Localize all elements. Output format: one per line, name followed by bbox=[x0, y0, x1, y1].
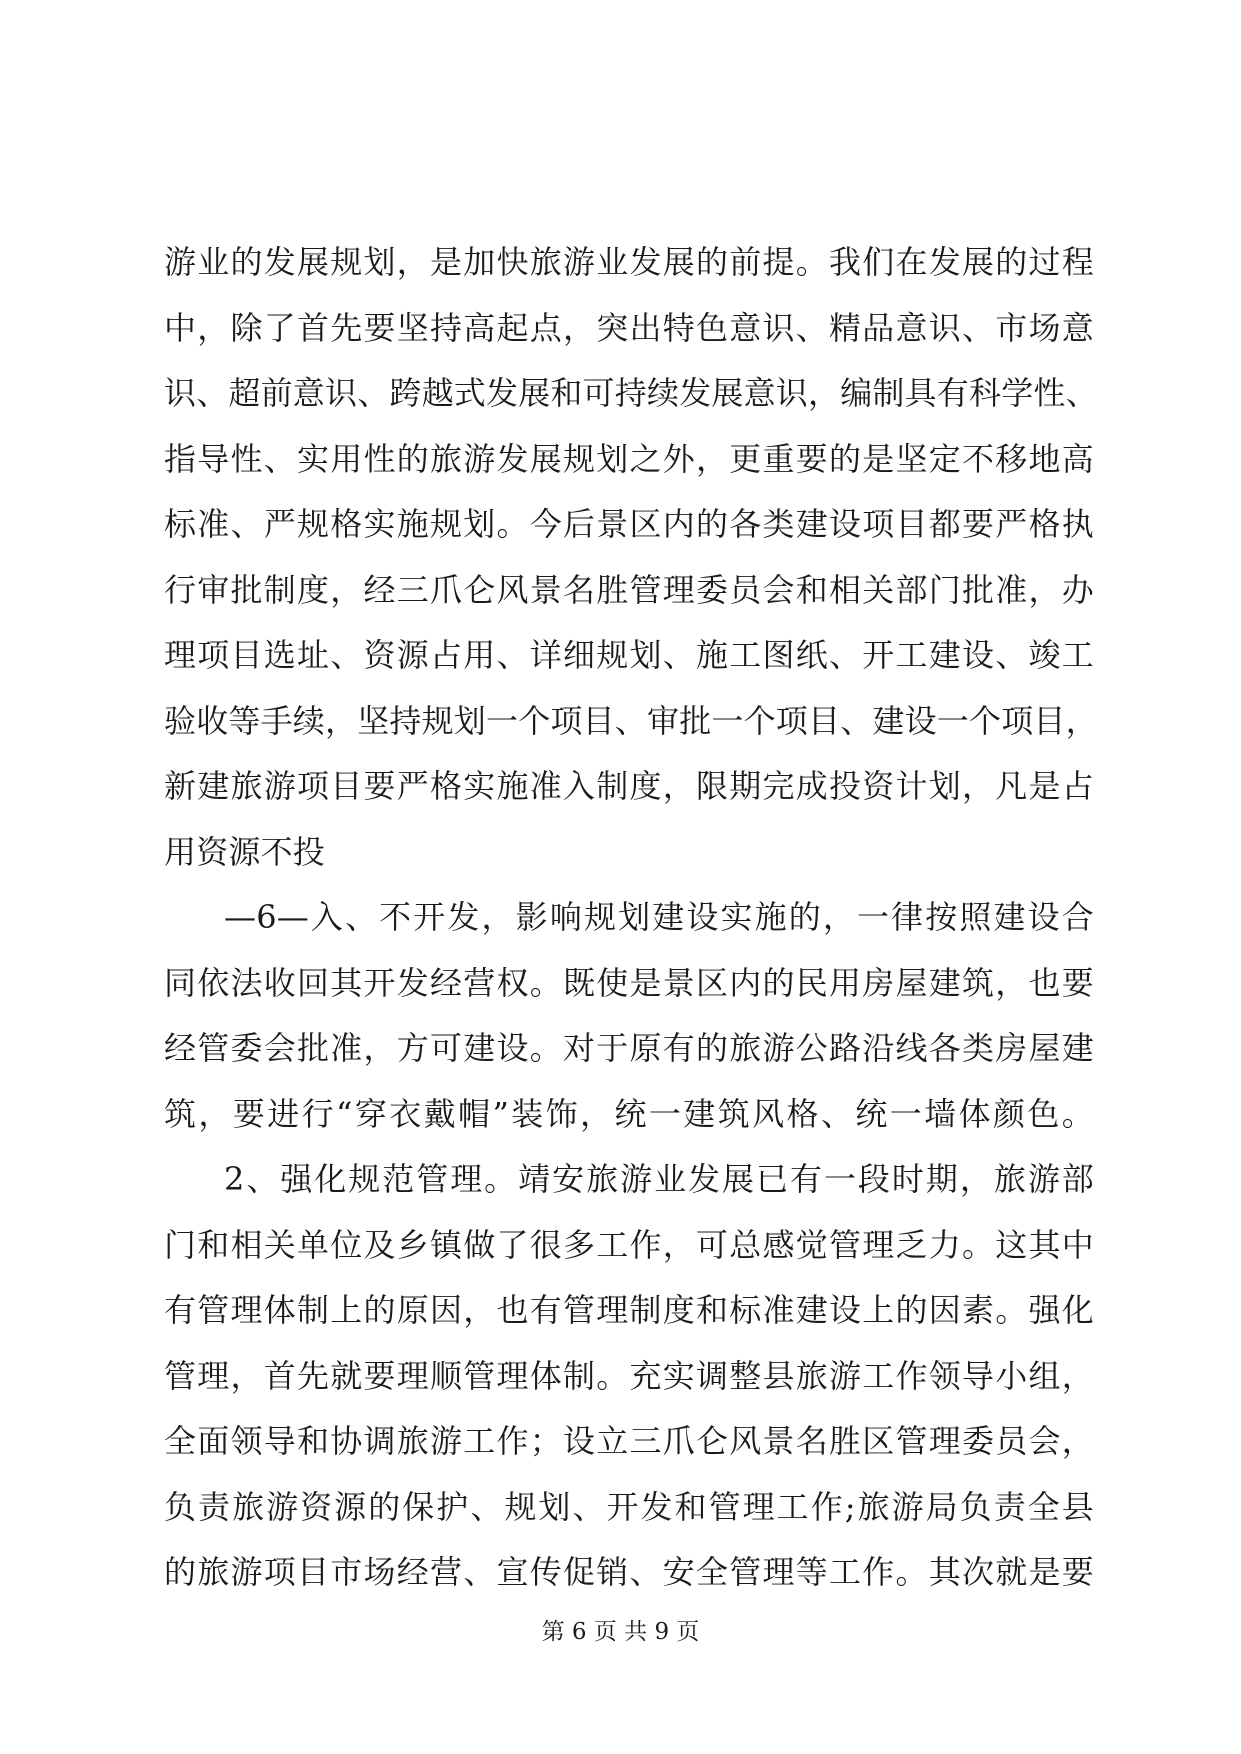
text-line: 用资源不投 bbox=[164, 832, 326, 871]
text-line: 门和相关单位及乡镇做了很多工作，可总感觉管理乏力。这其中 bbox=[164, 1225, 1094, 1264]
text-line: 经管委会批准，方可建设。对于原有的旅游公路沿线各类房屋建 bbox=[164, 1029, 1094, 1067]
text-line: 筑，要进行“穿衣戴帽”装饰，统一建筑风格、统一墙体颜色。 bbox=[164, 1094, 1094, 1133]
text-line: 标准、严规格实施规划。今后景区内的各类建设项目都要严格执 bbox=[164, 505, 1094, 543]
text-line: 2、强化规范管理。靖安旅游业发展已有一段时期，旅游部 bbox=[224, 1160, 1094, 1198]
text-line: 验收等手续，坚持规划一个项目、审批一个项目、建设一个项目， bbox=[164, 701, 1098, 740]
text-line: 有管理体制上的原因，也有管理制度和标准建设上的因素。强化 bbox=[164, 1291, 1094, 1329]
text-line: 的旅游项目市场经营、宣传促销、安全管理等工作。其次就是要 bbox=[164, 1553, 1094, 1591]
text-line: 游业的发展规划，是加快旅游业发展的前提。我们在发展的过程 bbox=[164, 243, 1094, 281]
text-line: 识、超前意识、跨越式发展和可持续发展意识，编制具有科学性、 bbox=[164, 374, 1098, 412]
paragraph-2 bbox=[164, 885, 1094, 1147]
text-line: 新建旅游项目要严格实施准入制度，限期完成投资计划，凡是占 bbox=[164, 767, 1094, 805]
paragraph-3 bbox=[164, 1147, 1094, 1606]
text-line: —6—入、不开发，影响规划建设实施的，一律按照建设合 bbox=[224, 898, 1094, 936]
text-line: 指导性、实用性的旅游发展规划之外，更重要的是坚定不移地高 bbox=[164, 439, 1094, 478]
body-text bbox=[164, 230, 1098, 1606]
text-line: 同依法收回其开发经营权。既使是景区内的民用房屋建筑，也要 bbox=[164, 963, 1094, 1002]
paragraph-1 bbox=[164, 230, 1098, 885]
text-line: 中，除了首先要坚持高起点，突出特色意识、精品意识、市场意 bbox=[164, 308, 1094, 347]
text-line: 负责旅游资源的保护、规划、开发和管理工作;旅游局负责全县 bbox=[164, 1487, 1094, 1526]
page-footer: 第 6 页 共 9 页 bbox=[541, 1619, 700, 1645]
text-line: 理项目选址、资源占用、详细规划、施工图纸、开工建设、竣工 bbox=[164, 636, 1094, 674]
text-line: 管理，首先就要理顺管理体制。充实调整县旅游工作领导小组， bbox=[164, 1356, 1094, 1395]
text-line: 全面领导和协调旅游工作；设立三爪仑风景名胜区管理委员会， bbox=[164, 1422, 1094, 1460]
text-line: 行审批制度，经三爪仑风景名胜管理委员会和相关部门批准，办 bbox=[164, 570, 1094, 609]
